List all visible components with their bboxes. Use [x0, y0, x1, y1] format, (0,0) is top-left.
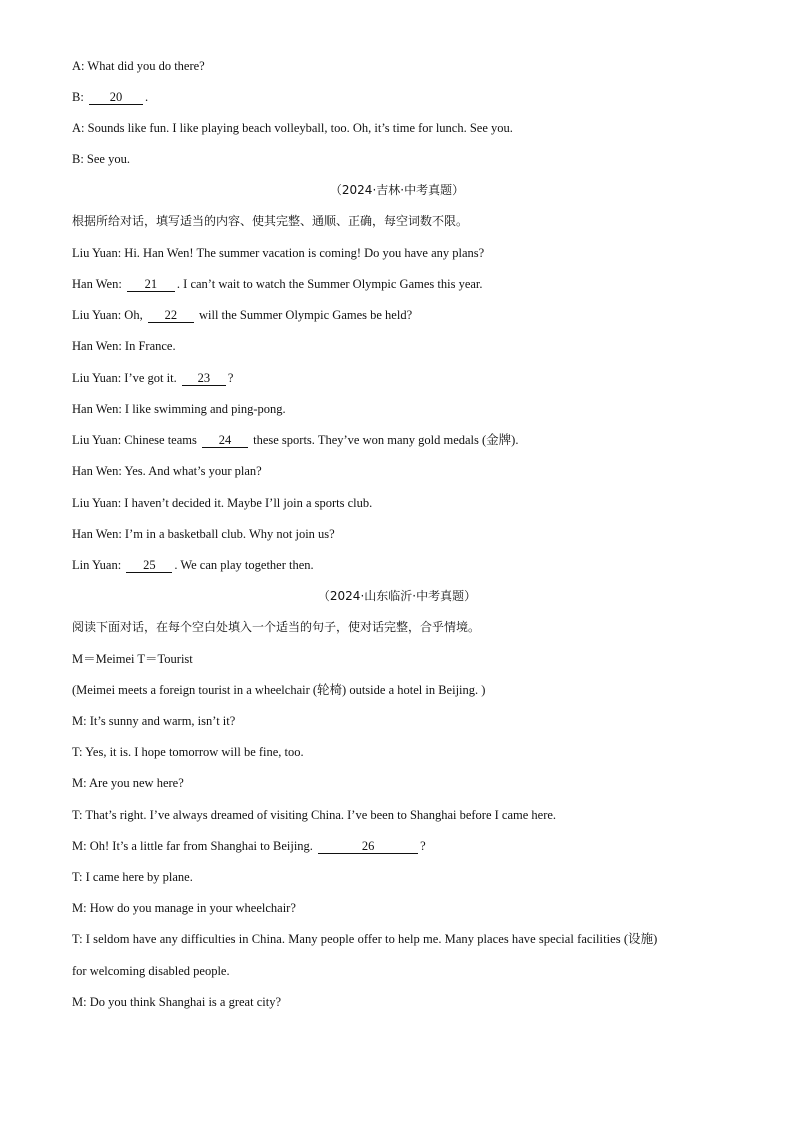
source-label: （2024·吉林·中考真题） — [329, 183, 465, 197]
dialogue-line: T: That’s right. I’ve always dreamed of visiting China. I’ve been to Shanghai before I came here. — [72, 808, 557, 822]
dialogue-line: Liu Yuan: Hi. Han Wen! The summer vacation is coming! Do you have any plans? — [72, 246, 485, 260]
dialogue-line: Liu Yuan: Oh, 22 will the Summer Olympic Games be held? — [72, 308, 413, 322]
blank-20: 20 — [89, 90, 143, 105]
blank-21: 21 — [127, 277, 175, 292]
dialogue-line: M: Are you new here? — [72, 776, 184, 790]
dialogue-line: T: I seldom have any difficulties in China. Many people offer to help me. Many places have special facilities (设施) — [72, 932, 658, 946]
dialogue-line: M: Do you think Shanghai is a great city? — [72, 995, 281, 1009]
dialogue-line: T: I came here by plane. — [72, 870, 193, 884]
scene-description: (Meimei meets a foreign tourist in a wheelchair (轮椅) outside a hotel in Beijing. ) — [72, 683, 486, 697]
dialogue-line: A: What did you do there? — [72, 59, 205, 73]
dialogue-line: Liu Yuan: I’ve got it. 23 ? — [72, 371, 234, 385]
blank-22: 22 — [148, 308, 194, 323]
dialogue-line: Han Wen: I’m in a basketball club. Why not join us? — [72, 527, 335, 541]
blank-25: 25 — [126, 558, 172, 573]
dialogue-line: Lin Yuan: 25 . We can play together then. — [72, 558, 314, 572]
dialogue-line: for welcoming disabled people. — [72, 964, 230, 978]
source-label: （2024·山东临沂·中考真题） — [317, 589, 477, 603]
dialogue-line: B: 20 . — [72, 90, 149, 104]
dialogue-line: Han Wen: I like swimming and ping-pong. — [72, 402, 286, 416]
blank-26: 26 — [318, 839, 418, 854]
dialogue-line: M: It’s sunny and warm, isn’t it? — [72, 714, 236, 728]
instruction: 阅读下面对话，在每个空白处填入一个适当的句子，使对话完整，合乎情境。 — [72, 620, 481, 634]
dialogue-line: T: Yes, it is. I hope tomorrow will be fine, too. — [72, 745, 304, 759]
dialogue-line: Han Wen: In France. — [72, 339, 176, 353]
dialogue-line: M: How do you manage in your wheelchair? — [72, 901, 296, 915]
speaker-key: M＝Meimei T＝Tourist — [72, 652, 193, 666]
dialogue-line: M: Oh! It’s a little far from Shanghai to Beijing. 26 ? — [72, 839, 426, 853]
dialogue-line: A: Sounds like fun. I like playing beach volleyball, too. Oh, it’s time for lunch. See you. — [72, 121, 513, 135]
blank-24: 24 — [202, 433, 248, 448]
dialogue-line: Han Wen: 21 . I can’t wait to watch the Summer Olympic Games this year. — [72, 277, 483, 291]
instruction: 根据所给对话，填写适当的内容、使其完整、通顺、正确，每空词数不限。 — [72, 214, 469, 228]
dialogue-line: Han Wen: Yes. And what’s your plan? — [72, 464, 262, 478]
dialogue-line: Liu Yuan: Chinese teams 24 these sports. They’ve won many gold medals (金牌). — [72, 433, 519, 447]
dialogue-line: B: See you. — [72, 152, 130, 166]
blank-23: 23 — [182, 371, 226, 386]
dialogue-line: Liu Yuan: I haven’t decided it. Maybe I’ll join a sports club. — [72, 496, 373, 510]
